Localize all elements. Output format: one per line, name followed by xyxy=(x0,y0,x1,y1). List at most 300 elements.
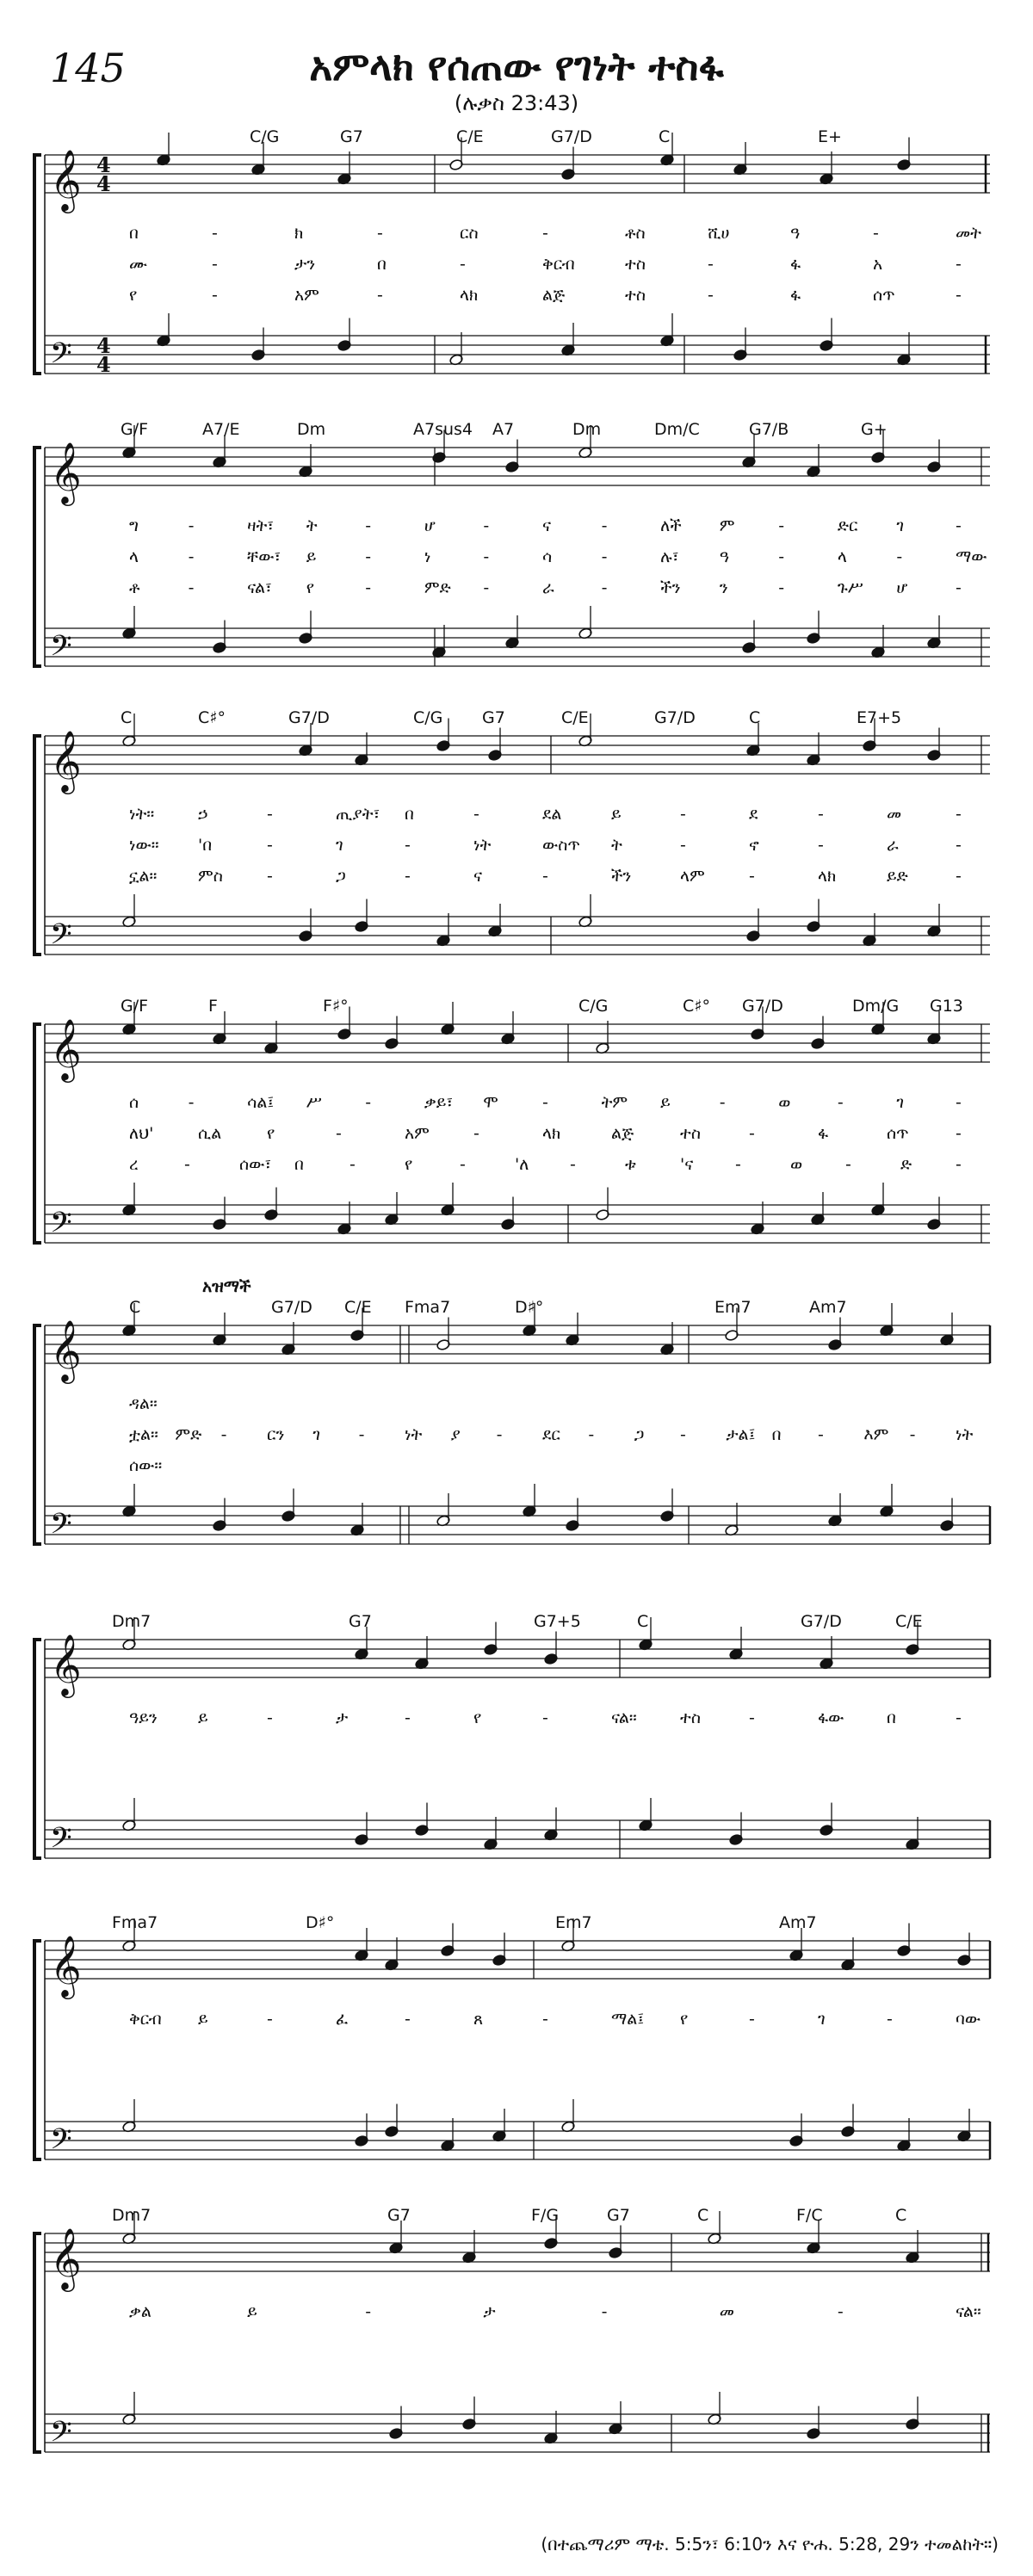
time-signature: 4 xyxy=(96,333,111,358)
chord-symbol: G/F xyxy=(121,997,149,1016)
chord-symbol: G7 xyxy=(387,2206,411,2225)
lyric-syllable: ሺሀ xyxy=(708,224,730,243)
treble-clef-icon: 𝄞 xyxy=(50,2227,82,2289)
chord-symbol: Am7 xyxy=(809,1298,847,1317)
lyric-syllable: ን xyxy=(719,578,728,597)
lyric-syllable: ናል። xyxy=(956,2302,981,2321)
lyric-syllable: ነት xyxy=(405,1425,423,1444)
lyric-syllable: ይ xyxy=(198,1708,208,1727)
lyric-syllable: ቅርብ xyxy=(542,255,575,274)
lyric-syllable: - xyxy=(778,547,785,566)
system-bracket xyxy=(34,1325,41,1544)
chord-symbol: C/E xyxy=(895,1612,923,1631)
bass-clef-icon: 𝄢 xyxy=(50,337,72,377)
chord-symbol: G/F xyxy=(121,420,149,439)
chord-symbol: C xyxy=(749,708,761,727)
staff-system xyxy=(0,1282,1033,1558)
lyric-syllable: - xyxy=(588,1425,595,1444)
lyric-syllable: - xyxy=(680,836,686,855)
lyric-syllable: ደ xyxy=(749,805,758,824)
lyric-syllable: አም xyxy=(405,1124,430,1143)
chord-symbol: C xyxy=(895,2206,907,2225)
chord-symbol: Em7 xyxy=(555,1913,592,1932)
lyric-syllable: - xyxy=(708,286,714,305)
lyric-syllable: - xyxy=(601,547,608,566)
lyric-syllable: - xyxy=(601,578,608,597)
lyric-syllable: ርስ xyxy=(460,224,479,243)
chord-symbol: F♯° xyxy=(323,997,349,1016)
chord-symbol: Dm/G xyxy=(852,997,900,1016)
chord-symbol: G7 xyxy=(482,708,505,727)
lyric-syllable: - xyxy=(956,1708,962,1727)
lyric-syllable: - xyxy=(405,836,411,855)
chord-symbol: Fma7 xyxy=(112,1913,158,1932)
chord-symbol: C xyxy=(121,708,133,727)
lyric-syllable: ነት xyxy=(956,1425,974,1444)
lyric-syllable: ላ xyxy=(837,547,847,566)
system-4 xyxy=(0,981,1033,1257)
chord-symbol: A7 xyxy=(492,420,515,439)
lyric-syllable: ኗል። xyxy=(129,867,158,886)
lyric-syllable: ጢያት፣ xyxy=(336,805,380,824)
system-bracket xyxy=(34,1640,41,1858)
lyric-syllable: 'ና xyxy=(680,1155,694,1174)
lyric-syllable: - xyxy=(601,516,608,535)
lyric-syllable: ሞ xyxy=(483,1093,498,1112)
lyric-syllable: - xyxy=(188,547,195,566)
lyric-syllable: ገ xyxy=(312,1425,321,1444)
chord-symbol: D♯° xyxy=(306,1913,335,1932)
bass-clef-icon: 𝄢 xyxy=(50,918,72,958)
lyric-syllable: - xyxy=(542,1708,548,1727)
lyric-syllable: ሆ xyxy=(424,516,436,535)
lyric-syllable: - xyxy=(956,867,962,886)
lyric-syllable: - xyxy=(473,1124,479,1143)
chord-symbol: Dm/C xyxy=(654,420,700,439)
lyric-syllable: በ xyxy=(129,224,139,243)
lyric-syllable: ጋ xyxy=(634,1425,645,1444)
lyric-syllable: - xyxy=(837,1093,844,1112)
chord-symbol: G7/D xyxy=(801,1612,842,1631)
lyric-syllable: ርን xyxy=(267,1425,285,1444)
lyric-syllable: - xyxy=(956,578,962,597)
lyric-syllable: - xyxy=(887,2010,893,2029)
chord-symbol: F xyxy=(208,997,218,1016)
lyric-syllable: ነው። xyxy=(129,836,159,855)
lyric-syllable: ይ xyxy=(306,547,317,566)
lyric-syllable: የ xyxy=(129,286,138,305)
lyric-syllable: ይ xyxy=(247,2302,257,2321)
lyric-syllable: - xyxy=(188,578,195,597)
lyric-syllable: ቃይ፣ xyxy=(424,1093,454,1112)
lyric-syllable: ምስ xyxy=(198,867,223,886)
lyric-syllable: ጉሥ xyxy=(837,578,863,597)
lyric-syllable: ባው xyxy=(956,2010,981,2029)
chord-symbol: G7/B xyxy=(749,420,789,439)
footnote: (በተጨማሪም ማቴ. 5:5ን፣ 6:10ን እና ዮሐ. 5:28, 29ን ተመልከት።) xyxy=(541,2534,999,2554)
lyric-syllable: - xyxy=(212,286,218,305)
lyric-syllable: ፋ xyxy=(790,255,801,274)
lyric-syllable: መ xyxy=(719,2302,734,2321)
lyric-syllable: - xyxy=(818,836,824,855)
lyric-syllable: ችን xyxy=(660,578,681,597)
chord-symbol: C xyxy=(637,1612,649,1631)
lyric-syllable: ራ xyxy=(887,836,899,855)
system-bracket xyxy=(34,1024,41,1243)
bass-clef-icon: 𝄢 xyxy=(50,2416,72,2456)
lyric-syllable: - xyxy=(956,1093,962,1112)
lyric-syllable: ላክ xyxy=(818,867,837,886)
lyric-syllable: - xyxy=(956,836,962,855)
lyric-syllable: የ xyxy=(680,2010,689,2029)
lyric-syllable: - xyxy=(956,516,962,535)
lyric-syllable: - xyxy=(749,2010,755,2029)
lyric-syllable: - xyxy=(708,255,714,274)
lyric-syllable: ክ xyxy=(294,224,304,243)
lyric-syllable: - xyxy=(336,1124,342,1143)
lyric-syllable: ላክ xyxy=(460,286,479,305)
lyric-syllable: - xyxy=(542,2010,548,2029)
lyric-syllable: ሳል፤ xyxy=(247,1093,275,1112)
lyric-syllable: - xyxy=(377,286,383,305)
lyric-syllable: - xyxy=(719,1093,726,1112)
lyric-syllable: ማል፤ xyxy=(611,2010,645,2029)
lyric-syllable: የ xyxy=(267,1124,275,1143)
lyric-syllable: - xyxy=(873,224,879,243)
lyric-syllable: - xyxy=(749,867,755,886)
lyric-syllable: - xyxy=(749,1708,755,1727)
lyric-syllable: - xyxy=(405,867,411,886)
chord-symbol: Dm7 xyxy=(112,1612,152,1631)
chord-symbol: Dm7 xyxy=(112,2206,152,2225)
chord-symbol: Dm xyxy=(572,420,602,439)
lyric-syllable: ታ xyxy=(483,2302,496,2321)
chord-symbol: G7/D xyxy=(654,708,696,727)
lyric-syllable: ቅርብ xyxy=(129,2010,162,2029)
lyric-syllable: ጋ xyxy=(336,867,346,886)
lyric-syllable: - xyxy=(365,516,372,535)
lyric-syllable: ጸ xyxy=(473,2010,484,2029)
lyric-syllable: መ xyxy=(887,805,902,824)
lyric-syllable: - xyxy=(267,867,273,886)
bass-clef-icon: 𝄢 xyxy=(50,1508,72,1547)
lyric-syllable: - xyxy=(483,547,490,566)
treble-clef-icon: 𝄞 xyxy=(50,729,82,792)
chord-symbol: G7 xyxy=(349,1612,372,1631)
lyric-syllable: - xyxy=(483,578,490,597)
time-signature: 4 xyxy=(96,171,111,196)
lyric-syllable: መት xyxy=(956,224,982,243)
lyric-syllable: የ xyxy=(306,578,314,597)
lyric-syllable: ችን xyxy=(611,867,632,886)
system-bracket xyxy=(34,1941,41,2159)
system-3 xyxy=(0,693,1033,968)
lyric-syllable: ሰው። xyxy=(129,1456,163,1475)
system-1 xyxy=(0,112,1033,387)
system-bracket xyxy=(34,155,41,374)
lyric-syllable: ትም xyxy=(601,1093,628,1112)
lyric-syllable: ሙ xyxy=(129,255,147,274)
lyric-syllable: - xyxy=(377,224,383,243)
chord-symbol: G7/D xyxy=(742,997,783,1016)
lyric-syllable: ሆ xyxy=(896,578,908,597)
lyric-syllable: ኃ xyxy=(198,805,208,824)
lyric-syllable: - xyxy=(184,1155,190,1174)
lyric-syllable: ገ xyxy=(818,2010,826,2029)
lyric-syllable: - xyxy=(267,836,273,855)
chord-symbol: G7/D xyxy=(551,127,592,146)
lyric-syllable: ፋው xyxy=(818,1708,844,1727)
lyric-syllable: - xyxy=(365,578,372,597)
lyric-syllable: - xyxy=(896,547,903,566)
lyric-syllable: - xyxy=(956,1155,962,1174)
lyric-syllable: - xyxy=(267,1708,273,1727)
chord-symbol: C/E xyxy=(456,127,484,146)
bass-clef-icon: 𝄢 xyxy=(50,2123,72,2163)
chord-symbol: D♯° xyxy=(515,1298,544,1317)
chord-symbol: C♯° xyxy=(683,997,710,1016)
treble-clef-icon: 𝄞 xyxy=(50,1934,82,1997)
lyric-syllable: - xyxy=(542,224,548,243)
staff-system xyxy=(0,981,1033,1257)
chord-symbol: A7/E xyxy=(202,420,240,439)
lyric-syllable: ረ xyxy=(129,1155,139,1174)
lyric-syllable: እም xyxy=(863,1425,889,1444)
chord-symbol: C/G xyxy=(250,127,280,146)
lyric-syllable: ማው xyxy=(956,547,987,566)
lyric-syllable: ሰጥ xyxy=(887,1124,909,1143)
lyric-syllable: ቃል xyxy=(129,2302,152,2321)
lyric-syllable: - xyxy=(212,255,218,274)
lyric-syllable: ነ xyxy=(424,547,431,566)
lyric-syllable: - xyxy=(460,1155,466,1174)
lyric-syllable: ና xyxy=(542,516,552,535)
chord-symbol: G7+5 xyxy=(534,1612,581,1631)
lyric-syllable: - xyxy=(837,2302,844,2321)
chord-symbol: Fma7 xyxy=(405,1298,451,1317)
lyric-syllable: ለህ' xyxy=(129,1124,154,1143)
treble-clef-icon: 𝄞 xyxy=(50,1017,82,1080)
lyric-syllable: - xyxy=(909,1425,916,1444)
lyric-syllable: ተስ xyxy=(680,1708,701,1727)
chord-symbol: E+ xyxy=(818,127,842,146)
lyric-syllable: - xyxy=(267,2010,273,2029)
staff-system xyxy=(0,1898,1033,2173)
scripture-reference: (ሉቃስ 23:43) xyxy=(454,91,579,115)
lyric-syllable: - xyxy=(405,1708,411,1727)
lyric-syllable: - xyxy=(570,1155,576,1174)
treble-clef-icon: 𝄞 xyxy=(50,441,82,503)
lyric-syllable: - xyxy=(188,1093,195,1112)
lyric-syllable: ፋ xyxy=(790,286,801,305)
lyric-syllable: ዛት፣ xyxy=(247,516,275,535)
lyric-syllable: ነት። xyxy=(129,805,155,824)
lyric-syllable: በ xyxy=(771,1425,782,1444)
lyric-syllable: ዳል። xyxy=(129,1394,158,1413)
lyric-syllable: ሰ xyxy=(129,1093,139,1112)
lyric-syllable: ዓ xyxy=(719,547,729,566)
lyric-syllable: - xyxy=(349,1155,356,1174)
lyric-syllable: - xyxy=(365,547,372,566)
lyric-syllable: - xyxy=(220,1425,227,1444)
treble-clef-icon: 𝄞 xyxy=(50,1319,82,1381)
lyric-syllable: ገ xyxy=(896,1093,905,1112)
lyric-syllable: ምድ xyxy=(175,1425,202,1444)
lyric-syllable: ደል xyxy=(542,805,562,824)
chord-symbol: G+ xyxy=(861,420,888,439)
lyric-syllable: - xyxy=(212,224,218,243)
lyric-syllable: በ xyxy=(887,1708,896,1727)
treble-clef-icon: 𝄞 xyxy=(50,1633,82,1696)
lyric-syllable: - xyxy=(365,1093,372,1112)
chord-symbol: C xyxy=(129,1298,141,1317)
bass-clef-icon: 𝄢 xyxy=(50,630,72,670)
lyric-syllable: በ xyxy=(405,805,414,824)
chord-symbol: A7sus4 xyxy=(413,420,473,439)
lyric-syllable: ተስ xyxy=(625,286,646,305)
lyric-syllable: የ xyxy=(405,1155,413,1174)
chord-symbol: C/G xyxy=(413,708,443,727)
lyric-syllable: ሳ xyxy=(542,547,553,566)
chord-symbol: G13 xyxy=(930,997,963,1016)
lyric-syllable: ምድ xyxy=(424,578,451,597)
chord-symbol: G7/D xyxy=(288,708,330,727)
staff-system xyxy=(0,1597,1033,1872)
lyric-syllable: ፋ xyxy=(818,1124,829,1143)
lyric-syllable: ላክ xyxy=(542,1124,561,1143)
treble-clef-icon: 𝄞 xyxy=(50,148,82,211)
staff-system xyxy=(0,693,1033,968)
lyric-syllable: - xyxy=(365,2302,372,2321)
system-5 xyxy=(0,1277,1033,1558)
lyric-syllable: - xyxy=(358,1425,365,1444)
lyric-syllable: ዓይን xyxy=(129,1708,158,1727)
staff-system xyxy=(0,112,1033,387)
section-direction: አዝማች xyxy=(202,1277,251,1296)
lyric-syllable: - xyxy=(542,1093,548,1112)
system-bracket xyxy=(34,736,41,954)
lyric-syllable: ቷል። xyxy=(129,1425,158,1444)
lyric-syllable: በ xyxy=(294,1155,304,1174)
lyric-syllable: - xyxy=(956,286,962,305)
lyric-syllable: አም xyxy=(294,286,319,305)
staff-system xyxy=(0,405,1033,680)
system-6 xyxy=(0,1597,1033,1872)
system-bracket xyxy=(34,2233,41,2452)
lyric-syllable: ሥ xyxy=(306,1093,322,1112)
lyric-syllable: ውስጥ xyxy=(542,836,580,855)
lyric-syllable: በ xyxy=(377,255,387,274)
lyric-syllable: ገ xyxy=(896,516,905,535)
lyric-syllable: - xyxy=(601,2302,608,2321)
lyric-syllable: - xyxy=(956,255,962,274)
bass-clef-icon: 𝄢 xyxy=(50,1822,72,1862)
chord-symbol: C/G xyxy=(578,997,609,1016)
chord-symbol: F/G xyxy=(531,2206,560,2225)
song-title: አምላክ የሰጠው የገነት ተስፋ xyxy=(309,43,724,90)
lyric-syllable: ም xyxy=(719,516,735,535)
time-signature: 4 xyxy=(96,152,111,177)
lyric-syllable: ናል። xyxy=(611,1708,637,1727)
lyric-syllable: ና xyxy=(473,867,483,886)
lyric-syllable: ቱ xyxy=(625,1155,636,1174)
chord-symbol: C xyxy=(659,127,671,146)
lyric-syllable: ይ xyxy=(660,1093,671,1112)
lyric-syllable: ድር xyxy=(837,516,858,535)
lyric-syllable: 'ለ xyxy=(515,1155,529,1174)
chord-symbol: C/E xyxy=(561,708,589,727)
lyric-syllable: ግ xyxy=(129,516,139,535)
lyric-syllable: ይድ xyxy=(887,867,908,886)
lyric-syllable: ፈ xyxy=(336,2010,349,2029)
lyric-syllable: - xyxy=(956,805,962,824)
lyric-syllable: - xyxy=(267,805,273,824)
chord-symbol: C xyxy=(697,2206,709,2225)
lyric-syllable: - xyxy=(473,805,479,824)
lyric-syllable: - xyxy=(818,1425,824,1444)
lyric-syllable: ናል፣ xyxy=(247,578,272,597)
lyric-syllable: ሰጥ xyxy=(873,286,895,305)
hymn-number: 145 xyxy=(50,45,126,91)
lyric-syllable: ታ xyxy=(336,1708,349,1727)
lyric-syllable: ላ xyxy=(129,547,139,566)
lyric-syllable: ተስ xyxy=(680,1124,701,1143)
chord-symbol: Am7 xyxy=(779,1913,817,1932)
chord-symbol: E7+5 xyxy=(857,708,902,727)
lyric-syllable: - xyxy=(188,516,195,535)
lyric-syllable: ያ xyxy=(450,1425,461,1444)
bass-clef-icon: 𝄢 xyxy=(50,1207,72,1246)
lyric-syllable: አ xyxy=(873,255,883,274)
lyric-syllable: ልጅ xyxy=(611,1124,634,1143)
lyric-syllable: - xyxy=(483,516,490,535)
lyric-syllable: - xyxy=(778,578,785,597)
staff-system xyxy=(0,2190,1033,2466)
lyric-syllable: - xyxy=(818,805,824,824)
lyric-syllable: - xyxy=(496,1425,503,1444)
lyric-syllable: 'በ xyxy=(198,836,213,855)
system-8 xyxy=(0,2190,1033,2466)
lyric-syllable: ላም xyxy=(680,867,705,886)
lyric-syllable: ወ xyxy=(778,1093,791,1112)
system-2 xyxy=(0,405,1033,680)
lyric-syllable: ገ xyxy=(336,836,343,855)
lyric-syllable: ለች xyxy=(660,516,682,535)
chord-symbol: G7/D xyxy=(271,1298,312,1317)
lyric-syllable: የ xyxy=(473,1708,482,1727)
lyric-syllable: ቶ xyxy=(129,578,140,597)
chord-symbol: G7 xyxy=(607,2206,630,2225)
lyric-syllable: ሲል xyxy=(198,1124,222,1143)
lyric-syllable: ቸው፣ xyxy=(247,547,281,566)
time-signature: 4 xyxy=(96,352,111,377)
lyric-syllable: - xyxy=(680,1425,686,1444)
lyric-syllable: - xyxy=(460,255,466,274)
lyric-syllable: - xyxy=(680,805,686,824)
lyric-syllable: - xyxy=(778,516,785,535)
chord-symbol: Dm xyxy=(297,420,326,439)
chord-symbol: C♯° xyxy=(198,708,226,727)
lyric-syllable: ታል፤ xyxy=(726,1425,756,1444)
lyric-syllable: ይ xyxy=(198,2010,208,2029)
lyric-syllable: ኖ xyxy=(749,836,759,855)
system-7 xyxy=(0,1898,1033,2173)
chord-symbol: C/E xyxy=(344,1298,372,1317)
lyric-syllable: ዓ xyxy=(790,224,801,243)
system-bracket xyxy=(34,448,41,666)
lyric-syllable: ድ xyxy=(900,1155,912,1174)
lyric-syllable: ይ xyxy=(611,805,622,824)
